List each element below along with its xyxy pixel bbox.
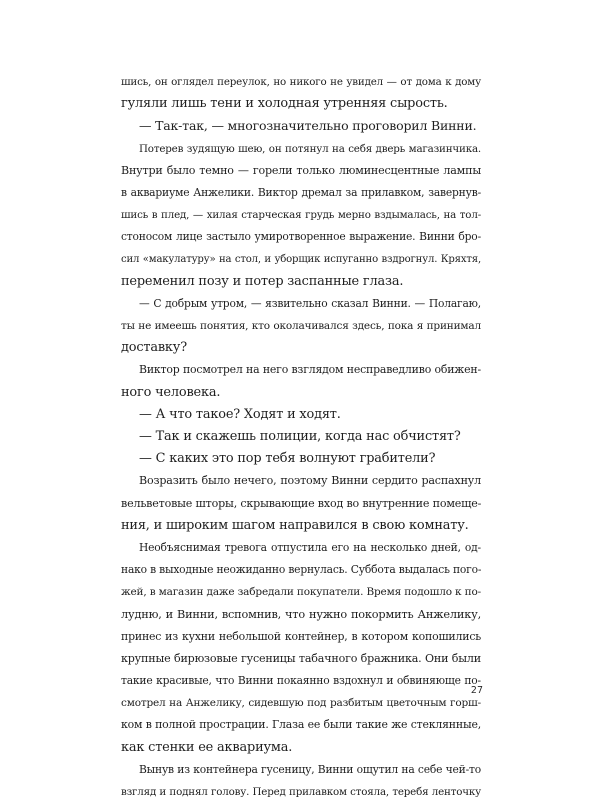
text-line: ты не имеешь понятия, кто околачивался здесь, пока я принимал bbox=[121, 320, 481, 333]
text-line: в аквариуме Анжелики. Виктор дремал за прилавком, завернув- bbox=[121, 185, 481, 199]
text-line: — Так и скажешь полиции, когда нас обчистят? bbox=[139, 429, 461, 444]
text-line: шись, он оглядел переулок, но никого не увидел — от дома к дому bbox=[121, 76, 481, 88]
text-line: — С добрым утром, — язвительно сказал Винни. — Полагаю, bbox=[139, 296, 481, 310]
body-text bbox=[121, 71, 481, 803]
text-line: лудню, и Винни, вспомнив, что нужно покормить Анжелику, bbox=[121, 607, 481, 621]
text-line: ного человека. bbox=[121, 384, 221, 400]
page-number: 27 bbox=[470, 685, 483, 696]
text-line: гуляли лишь тени и холодная утренняя сырость. bbox=[121, 96, 448, 112]
text-line: — А что такое? Ходят и ходят. bbox=[139, 406, 341, 422]
text-line: ния, и широким шагом направился в свою комнату. bbox=[121, 517, 469, 533]
text-line: — Так-так, — многозначительно проговорил Винни. bbox=[139, 118, 477, 134]
text-line: Вынув из контейнера гусеницу, Винни ощутил на себе чей-то bbox=[139, 762, 481, 776]
text-line: Потерев зудящую шею, он потянул на себя дверь магазинчика. bbox=[139, 142, 481, 155]
text-line: как стенки ее аквариума. bbox=[121, 739, 293, 755]
text-line: смотрел на Анжелику, сидевшую под разбитым цветочным горш- bbox=[121, 697, 481, 710]
text-line: доставку? bbox=[121, 340, 187, 356]
text-line: переменил позу и потер заспанные глаза. bbox=[121, 273, 404, 289]
text-line: крупные бирюзовые гусеницы табачного бражника. Они были bbox=[121, 651, 481, 665]
text-line: принес из кухни небольшой контейнер, в котором копошились bbox=[121, 629, 481, 643]
text-line: нако в выходные неожиданно вернулась. Суббота выдалась пого- bbox=[121, 563, 482, 577]
text-line: — С каких это пор тебя волнуют грабители? bbox=[139, 451, 436, 467]
text-line: взгляд и поднял голову. Перед прилавком стояла, теребя ленточку bbox=[121, 786, 481, 798]
text-line: шись в плед, — хилая старческая грудь мерно вздымалась, на тол- bbox=[121, 209, 481, 222]
text-line: такие красивые, что Винни покаянно вздохнул и обвиняюще по- bbox=[121, 674, 481, 688]
text-line: стоносом лице застыло умиротворенное выражение. Винни бро- bbox=[121, 230, 481, 244]
text-line: сил «макулатуру» на стол, и уборщик испуганно вздрогнул. Кряхтя, bbox=[121, 253, 481, 265]
text-line: вельветовые шторы, скрывающие вход во внутренние помеще- bbox=[121, 496, 482, 510]
text-line: Виктор посмотрел на него взглядом несправедливо обижен- bbox=[139, 363, 481, 377]
text-line: Возразить было нечего, поэтому Винни сердито распахнул bbox=[139, 474, 481, 488]
text-line: жей, в магазин даже забредали покупатели. Время подошло к по- bbox=[121, 586, 481, 599]
text-line: Необъяснимая тревога отпустила его на несколько дней, од- bbox=[139, 540, 481, 554]
text-line: ком в полной прострации. Глаза ее были такие же стеклянные, bbox=[121, 718, 481, 732]
text-line: Внутри было темно — горели только люминесцентные лампы bbox=[121, 163, 481, 177]
